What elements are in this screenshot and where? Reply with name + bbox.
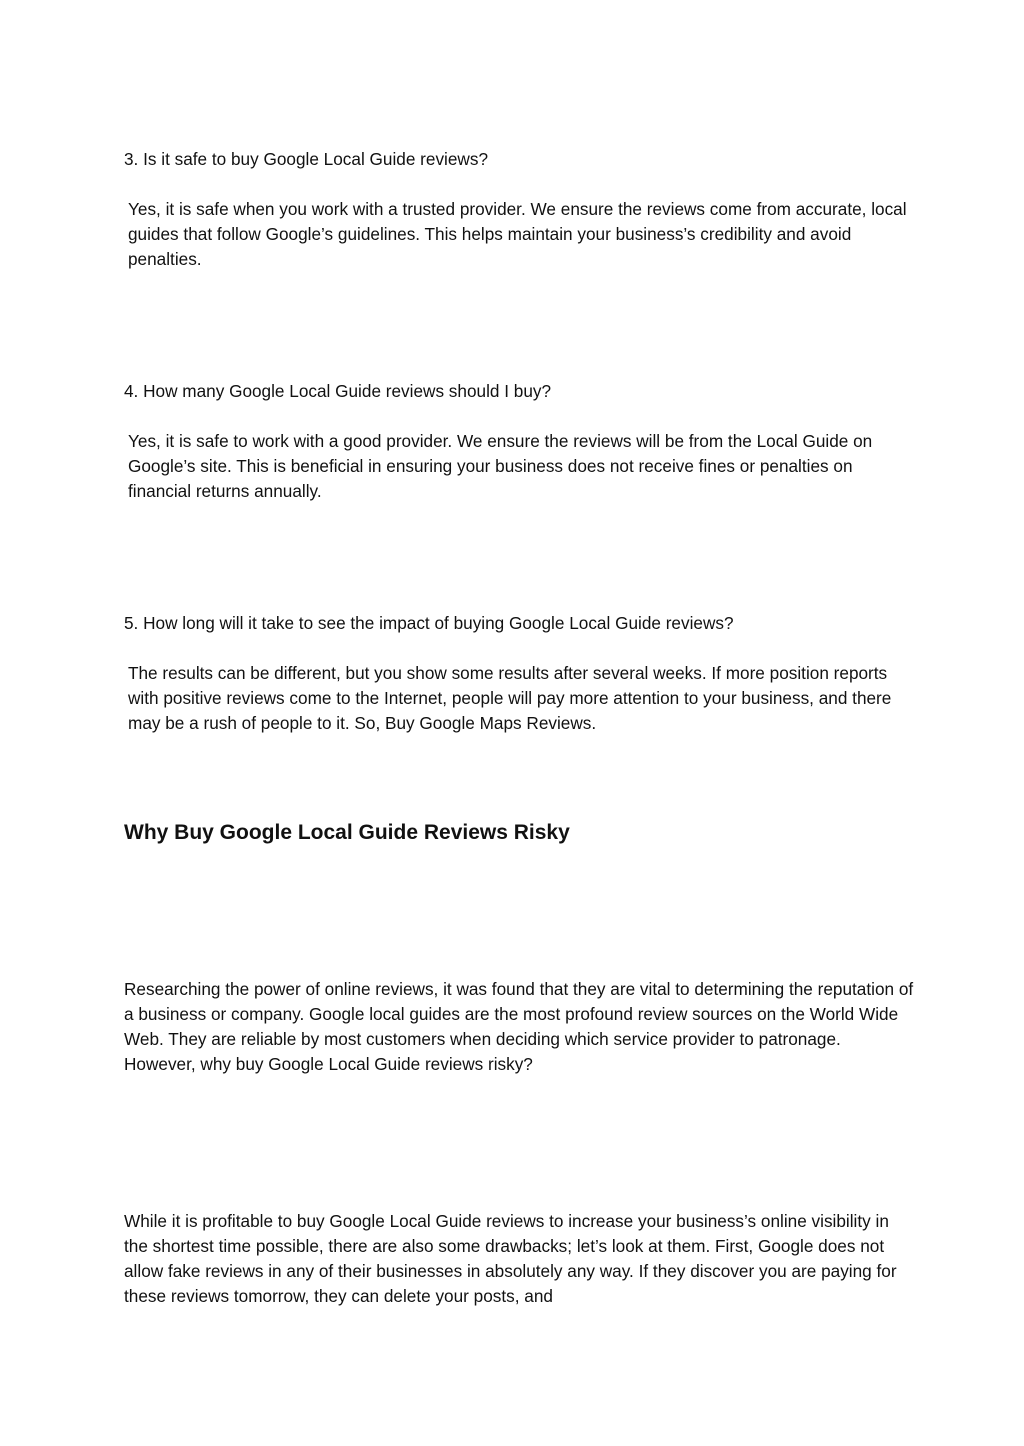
- paragraph-text: Researching the power of online reviews, it was found that they are vital to determining the reputation of a business or company. Google local guides are the most profound review sources on the World Wide Web. They are reliable by most customers when deciding which service provider to patronage. However, why buy Google Local Guide reviews risky?: [124, 979, 914, 1074]
- paragraph-text: While it is profitable to buy Google Local Guide reviews to increase your business’s online visibility in the shortest time possible, there are also some drawbacks; let’s look at them. First, Google does not allow fake reviews in any of their businesses in absolutely any way. If they discover you are paying for these reviews tomorrow, they can delete your posts, and: [124, 1211, 897, 1306]
- body-paragraph: [124, 952, 914, 1102]
- faq-question: 4. How many Google Local Guide reviews should I buy?: [124, 381, 552, 401]
- faq-item-4: [124, 354, 914, 529]
- faq-question: 5. How long will it take to see the impact of buying Google Local Guide reviews?: [124, 613, 734, 633]
- faq-item-5: [124, 586, 914, 761]
- faq-answer: Yes, it is safe to work with a good provider. We ensure the reviews will be from the Local Guide on Google’s site. This is beneficial in ensuring your business does not receive fines or penalties on financial returns annually.: [128, 431, 873, 501]
- faq-item-3: [124, 122, 914, 297]
- faq-question: 3. Is it safe to buy Google Local Guide reviews?: [124, 149, 489, 169]
- section-heading: Why Buy Google Local Guide Reviews Risky: [124, 821, 570, 844]
- body-paragraph: [124, 1184, 914, 1334]
- faq-answer: Yes, it is safe when you work with a trusted provider. We ensure the reviews come from accurate, local guides that follow Google’s guidelines. This helps maintain your business’s credibility and avoid penalties.: [128, 199, 907, 269]
- faq-answer: The results can be different, but you show some results after several weeks. If more position reports with positive reviews come to the Internet, people will pay more attention to your business, and there may be a rush of people to it. So, Buy Google Maps Reviews.: [128, 663, 892, 733]
